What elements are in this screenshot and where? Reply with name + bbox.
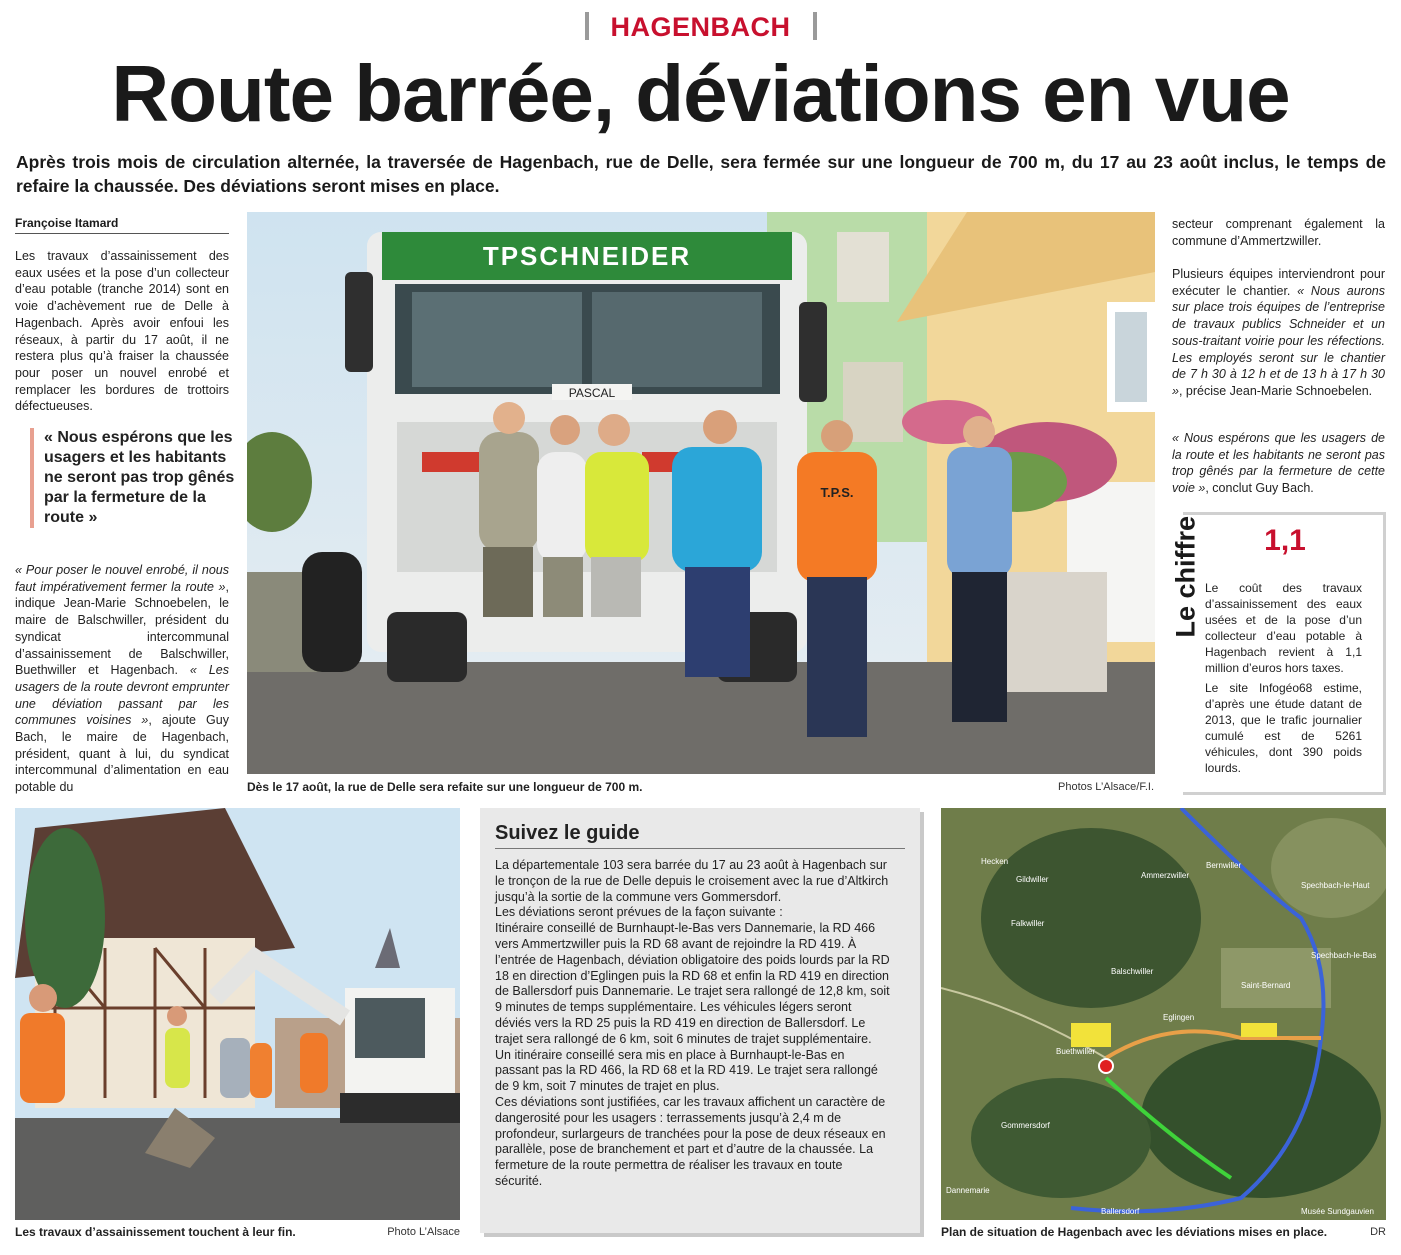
map-label-hecken: Hecken [981, 857, 1009, 866]
text-mayor-1: , indique Jean-Marie Schnoebelen, le maire de Balschwiller, président du syndicat intercommunal d’assainissement de Balschwiller, Buethwiller et Hagenbach. [15, 579, 229, 678]
main-photo [247, 212, 1155, 774]
map-label-saint-bernard: Saint-Bernard [1241, 981, 1291, 990]
chiffre-text-2: Le site Infogéo68 estime, d’après une étude datant de 2013, que le trafic journalier cumulé est de 5261 véhicules, dont 390 poids lourds. [1205, 681, 1362, 775]
map-label-bernwiller: Bernwiller [1206, 861, 1242, 870]
map-label-falkwiller: Falkwiller [1011, 919, 1045, 928]
right-quote-1: « Nous aurons sur place trois équipes de l’entreprise de travaux publics Schneider et un sous-traitant voirie pour les réfections. Les employés seront sur le chantier de 7 h 30 à 12 h et de 13 h à 17 h 30 » [1172, 283, 1385, 398]
left-paragraph-1: Les travaux d’assainissement des eaux usées et la pose d’un collecteur d’eau potable (tranche 2014) sont en voie d’achèvement rue de Delle à Hagenbach. Après avoir enfoui les réseaux, à partir du 17 août, il ne restera plus qu’à fraiser la chaussée pour poser un nouvel enrobé et remplacer les bordures de trottoirs défectueuses. [15, 249, 229, 414]
right-text-3: , conclut Guy Bach. [1205, 481, 1314, 496]
map-label-eglingen: Eglingen [1163, 1013, 1195, 1022]
map-label-dannemarie: Dannemarie [946, 1186, 990, 1195]
route-map-illustration [941, 808, 1386, 1220]
quote-mayor-1: « Pour poser le nouvel enrobé, il nous faut impérativement fermer la route » [15, 563, 229, 594]
chiffre-label-text: Le chiffre [1170, 515, 1201, 638]
section-kicker [0, 12, 1401, 43]
map-credit: DR [1370, 1226, 1386, 1238]
map-label-ammerzwiller: Ammerzwiller [1141, 871, 1189, 880]
map-label-buethwiller: Buethwiller [1056, 1047, 1096, 1056]
chiffre-label [1170, 515, 1201, 638]
excavator-photo-illustration [15, 808, 460, 1220]
main-photo-caption: Dès le 17 août, la rue de Delle sera refaite sur une longueur de 700 m. [247, 780, 643, 794]
map-label-spechbach-le-bas: Spechbach-le-Bas [1311, 951, 1377, 960]
text-mayor-2: , ajoute Guy Bach, le maire de Hagenbach, président, quant à lui, du syndicat intercommunal d’alimentation en eau potable du [15, 713, 229, 795]
map-label-gommersdorf: Gommersdorf [1001, 1121, 1050, 1130]
main-photo-credit: Photos L’Alsace/F.I. [1058, 781, 1154, 793]
right-quote-2: « Nous espérons que les usagers de la route et les habitants ne seront pas trop gênés par la fermeture de cette voie » [1172, 431, 1385, 496]
pull-quote: « Nous espérons que les usagers et les habitants ne seront pas trop gênés par la fermeture de la route » [30, 428, 244, 528]
kicker-divider [813, 12, 817, 40]
right-text-2: , précise Jean-Marie Schnoebelen. [1178, 383, 1373, 398]
excavator-photo-credit: Photo L’Alsace [387, 1226, 460, 1238]
route-map [941, 808, 1386, 1220]
excavator-photo-caption: Les travaux d’assainissement touchent à leur fin. [15, 1225, 296, 1239]
guide-title: Suivez le guide [495, 822, 640, 844]
chiffre-text-1: Le coût des travaux d’assainissement des eaux usées et de la pose d’un collecteur d’eau potable à Hagenbach revient à 1,1 million d’euros hors taxes. [1205, 581, 1362, 675]
truck-name-text: TPSCHNEIDER [482, 241, 692, 271]
map-label-spechbach-le-haut: Spechbach-le-Haut [1301, 881, 1370, 890]
guide-body: La départementale 103 sera barrée du 17 au 23 août à Hagenbach sur le tronçon de la rue de Delle depuis le croisement avec la rue d’Altkirch jusqu’à la sortie de la commune vers Gommersdorf. Les déviations seront prévues de la façon suivante : Itinéraire conseillé de Burnhaupt-le-Bas vers Dannemarie, la RD 466 vers Ammertzwiller puis la RD 68 avant de rejoindre la RD 419. À l’entrée de Hagenbach, déviation obligatoire des poids lourds par la RD 18 en direction d’Eglingen puis la RD 68 et enfin la RD 419 en direction de Ballersdorf puis Dannemarie. Le trajet sera rallongé de 12,8 km, soit 9 minutes de temps supplémentaire. Les véhicules légers seront déviés vers la RD 25 puis la RD 419 en direction de Ballersdorf. Le trajet sera rallongé de 6 km, soit 6 minutes de trajet supplémentaire. Un itinéraire conseillé sera mis en place à Burnhaupt-le-Bas en passant pas la RD 466, la RD 68 et la RD 419. Le trajet sera rallongé de 9 km, soit 7 minutes de trajet en plus. Ces déviations sont justifiées, car les travaux affichent un caractère de dangerosité pour les usagers : terrassements jusqu’à 2,4 m de profondeur, surlargeurs de tranchées pour la pose de deux réseaux en parallèle, pose de branchement et part et d’autre de la chaussée. La fermeture de la route permettra de réaliser les travaux en toute sécurité. [495, 858, 890, 1188]
excavator-photo [15, 808, 460, 1220]
guide-box [480, 808, 920, 1233]
truck-plate-text: PASCAL [568, 386, 616, 400]
map-caption: Plan de situation de Hagenbach avec les déviations mises en place. [941, 1225, 1328, 1239]
quote-mayor-2: « Les usagers de la route devront emprunter une déviation passant par les communes voisines » [15, 663, 229, 728]
kicker-label: HAGENBACH [610, 12, 791, 42]
map-label-gildwiller: Gildwiller [1016, 875, 1049, 884]
article-lead: Après trois mois de circulation alternée, la traversée de Hagenbach, rue de Delle, sera fermée sur une longueur de 700 m, du 17 au 23 août inclus, le temps de refaire la chaussée. Des déviations seront mises en place. [16, 152, 1386, 196]
right-paragraph-3 [1172, 430, 1385, 497]
map-label-ballersdorf: Ballersdorf [1101, 1207, 1140, 1216]
right-text-1: Plusieurs équipes interviendront pour exécuter le chantier. [1172, 267, 1385, 298]
article-headline: Route barrée, déviations en vue [111, 49, 1290, 138]
right-paragraph-2 [1172, 266, 1385, 400]
chiffre-number: 1,1 [1264, 524, 1306, 557]
map-label-balschwiller: Balschwiller [1111, 967, 1154, 976]
right-paragraph-1: secteur comprenant également la commune d’Ammertzwiller. [1172, 217, 1385, 248]
byline: Françoise Itamard [15, 216, 229, 234]
map-label-musee: Musée Sundgauvien [1301, 1207, 1374, 1216]
vest-text: T.P.S. [820, 485, 854, 500]
truck-photo-illustration [247, 212, 1155, 774]
kicker-divider [585, 12, 589, 40]
guide-divider [495, 848, 905, 849]
left-paragraph-2 [15, 562, 229, 796]
